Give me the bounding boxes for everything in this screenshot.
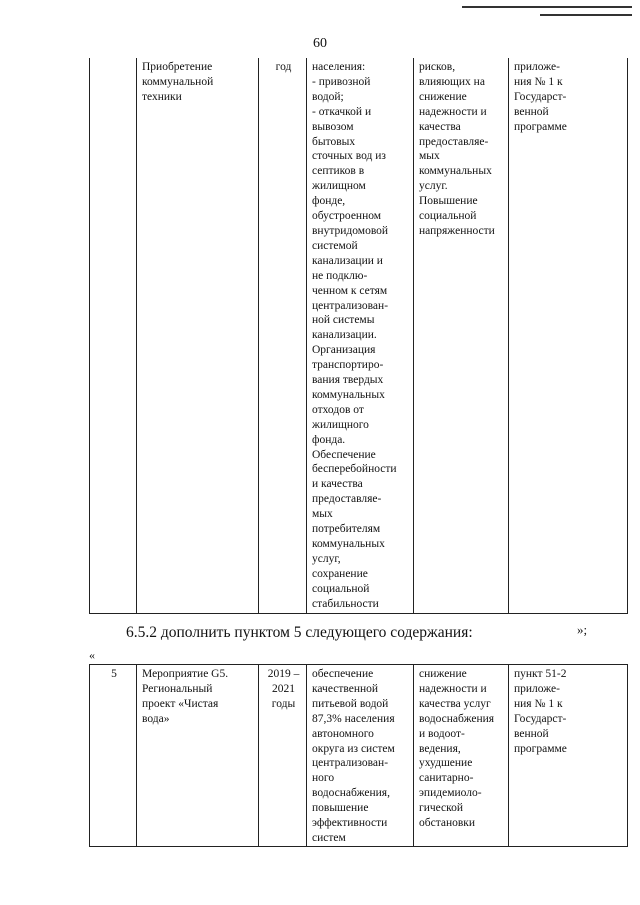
cell-period bbox=[259, 665, 307, 847]
cell-text-line: коммунальных bbox=[419, 165, 492, 178]
cell-text-line: отходов от bbox=[312, 403, 364, 416]
cell-text-line: жилищном bbox=[312, 180, 366, 193]
cell-text-line: ния № 1 к bbox=[514, 697, 563, 710]
cell-text-line: надежности и bbox=[419, 105, 487, 118]
cell-text-line: напряженности bbox=[419, 224, 495, 237]
cell-text-line: услуг, bbox=[312, 552, 341, 565]
cell-text-line: транспортиро- bbox=[312, 359, 384, 372]
cell-reference bbox=[509, 58, 628, 614]
table-continuation bbox=[89, 58, 628, 614]
cell-text-line: и водоот- bbox=[419, 727, 465, 740]
cell-text-line: ния № 1 к bbox=[514, 75, 563, 88]
cell-text-line: Повышение bbox=[419, 195, 478, 208]
cell-text-line: внутридомовой bbox=[312, 224, 389, 237]
cell-text-line: эффективности bbox=[312, 817, 388, 830]
cell-text-line: не подклю- bbox=[312, 269, 368, 282]
cell-text-line: социальной bbox=[312, 582, 370, 595]
cell-text-line: годы bbox=[271, 697, 296, 710]
cell-text-line: септиков в bbox=[312, 165, 365, 178]
cell-number bbox=[90, 58, 137, 614]
cell-text-line: ченном к сетям bbox=[312, 284, 388, 297]
cell-text-line: Региональный bbox=[142, 682, 213, 695]
table-row bbox=[90, 58, 628, 614]
cell-text-line: снижение bbox=[419, 668, 467, 680]
cell-text-line: округа из систем bbox=[312, 742, 395, 755]
page-number: 60 bbox=[313, 36, 327, 51]
cell-text-line: Государст- bbox=[514, 712, 567, 725]
cell-text-line: гической bbox=[419, 802, 464, 815]
cell-text-line: питьевой водой bbox=[312, 697, 389, 710]
cell-goal bbox=[307, 58, 414, 614]
cell-text-line: венной bbox=[514, 105, 549, 118]
cell-text-line: повышение bbox=[312, 802, 369, 815]
closing-quote: »; bbox=[577, 622, 588, 637]
cell-text-line: вода» bbox=[142, 712, 170, 725]
cell-period bbox=[259, 58, 307, 614]
cell-text-line: фонде, bbox=[312, 195, 346, 208]
cell-text-line: Организация bbox=[312, 344, 376, 357]
opening-quote: « bbox=[89, 648, 95, 662]
scan-artifact-line bbox=[462, 6, 632, 8]
cell-text-line: - привозной bbox=[312, 75, 371, 88]
cell-text-line: сохранение bbox=[312, 567, 368, 580]
cell-text-line: качественной bbox=[312, 682, 379, 695]
cell-text-line: автономного bbox=[312, 727, 374, 740]
cell-text-line: водоснабжения, bbox=[312, 787, 390, 800]
cell-text-line: предоставляе- bbox=[419, 135, 489, 148]
cell-text-line: сточных вод из bbox=[312, 150, 386, 163]
instruction-paragraph: 6.5.2 дополнить пунктом 5 следующего содержания: bbox=[126, 624, 473, 641]
cell-text-line: качества bbox=[419, 120, 461, 133]
cell-risk bbox=[414, 665, 509, 847]
cell-text-line: бытовых bbox=[312, 135, 356, 148]
cell-activity bbox=[137, 58, 259, 614]
cell-text-line: мых bbox=[419, 150, 440, 163]
cell-text-line: Обеспечение bbox=[312, 448, 376, 461]
cell-text-line: влияющих на bbox=[419, 75, 485, 88]
cell-text-line: проект «Чистая bbox=[142, 697, 219, 710]
cell-goal bbox=[307, 665, 414, 847]
cell-text-line: обустроенном bbox=[312, 210, 382, 223]
cell-text-line: обстановки bbox=[419, 817, 476, 830]
cell-text-line: коммунальных bbox=[312, 388, 385, 401]
cell-text-line: Приобретение bbox=[142, 61, 213, 73]
cell-number bbox=[90, 665, 137, 847]
cell-text-line: предоставляе- bbox=[312, 493, 382, 506]
cell-text-line: бесперебойности bbox=[312, 463, 397, 476]
cell-text-line: канализации и bbox=[312, 254, 383, 267]
cell-text-line: вывозом bbox=[312, 120, 354, 133]
cell-text-line: рисков, bbox=[419, 61, 456, 73]
cell-text-line: снижение bbox=[419, 90, 467, 103]
cell-text-line: и качества bbox=[312, 478, 363, 491]
scan-artifact-line bbox=[540, 14, 632, 16]
cell-text-line: 2021 bbox=[272, 682, 295, 695]
cell-activity bbox=[137, 665, 259, 847]
cell-text-line: потребителям bbox=[312, 523, 381, 536]
cell-text-line: систем bbox=[312, 831, 346, 844]
cell-text-line: 2019 – bbox=[267, 668, 300, 680]
cell-text-line: стабильности bbox=[312, 597, 379, 610]
cell-text-line: год bbox=[275, 61, 292, 73]
cell-text-line: качества услуг bbox=[419, 697, 491, 710]
cell-text-line: программе bbox=[514, 742, 567, 755]
cell-text-line: канализации. bbox=[312, 329, 377, 342]
cell-text-line: Мероприятие G5. bbox=[142, 668, 229, 680]
cell-text-line: социальной bbox=[419, 210, 477, 223]
cell-risk bbox=[414, 58, 509, 614]
cell-text-line: санитарно- bbox=[419, 772, 474, 785]
cell-text-line: обеспечение bbox=[312, 668, 374, 680]
cell-text-line: пункт 51-2 bbox=[514, 668, 567, 680]
cell-text-line: приложе- bbox=[514, 61, 560, 73]
cell-text-line: услуг. bbox=[419, 180, 448, 193]
cell-text-line: водоснабжения bbox=[419, 712, 495, 725]
cell-text-line: Государст- bbox=[514, 90, 567, 103]
cell-text-line: коммунальных bbox=[312, 538, 385, 550]
cell-text-line: венной bbox=[514, 727, 549, 740]
cell-text-line: населения: bbox=[312, 61, 366, 73]
cell-text-line: жилищного bbox=[312, 418, 369, 431]
cell-text-line: ухудшение bbox=[419, 757, 473, 770]
table-new-item bbox=[89, 664, 628, 847]
table-row bbox=[90, 665, 628, 847]
cell-text-line: 87,3% населения bbox=[312, 712, 395, 725]
cell-reference bbox=[509, 665, 628, 847]
cell-text-line: надежности и bbox=[419, 682, 487, 695]
cell-text-line: приложе- bbox=[514, 682, 560, 695]
cell-text-line: программе bbox=[514, 120, 567, 133]
cell-text-line: централизован- bbox=[312, 757, 389, 770]
cell-text-line: ной системы bbox=[312, 314, 375, 327]
cell-text-line: 5 bbox=[111, 668, 117, 680]
cell-text-line: коммунальной bbox=[142, 75, 214, 88]
cell-text-line: вания твердых bbox=[312, 374, 384, 387]
cell-text-line: ведения, bbox=[419, 742, 461, 755]
cell-text-line: фонда. bbox=[312, 433, 346, 446]
cell-text-line: - откачкой и bbox=[312, 105, 372, 118]
cell-text-line: техники bbox=[142, 90, 182, 103]
cell-text-line: ного bbox=[312, 772, 335, 785]
cell-text-line: эпидемиоло- bbox=[419, 787, 482, 800]
cell-text-line: системой bbox=[312, 239, 358, 252]
cell-text-line: централизован- bbox=[312, 299, 389, 312]
cell-text-line: мых bbox=[312, 508, 333, 521]
cell-text-line: водой; bbox=[312, 90, 344, 103]
